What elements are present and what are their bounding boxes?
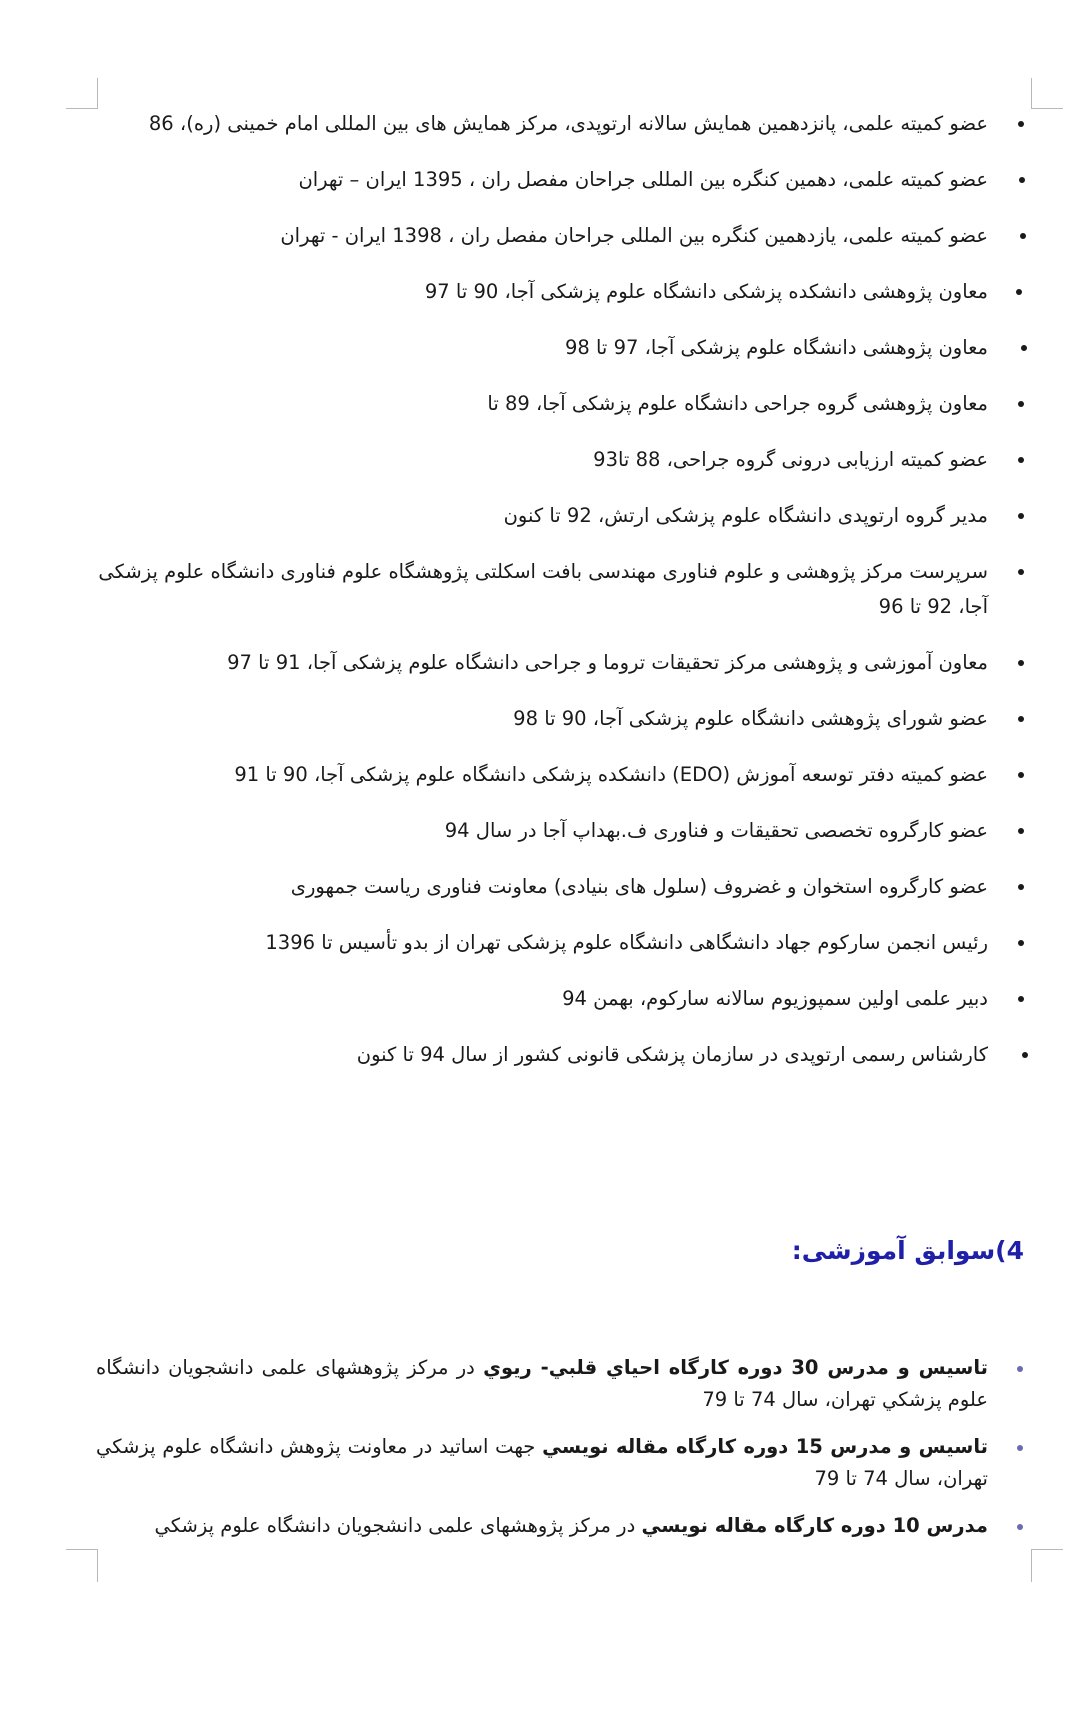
- crop-mark-top-right: [1031, 78, 1063, 109]
- bullet-icon: [1018, 772, 1024, 778]
- list-item-text: عضو کارگروه تخصصی تحقیقات و فناوری ف.بهداپ آجا در سال 94: [444, 819, 988, 842]
- bullet-icon: [1018, 121, 1024, 127]
- bullet-icon: [1017, 1445, 1023, 1451]
- bullet-icon: [1020, 233, 1026, 239]
- bullet-icon: [1018, 996, 1024, 1002]
- bullet-icon: [1018, 940, 1024, 946]
- list-item-text: کارشناس رسمی ارتوپدی در سازمان پزشکی قانونی کشور از سال 94 تا کنون: [356, 1043, 988, 1066]
- bullet-icon: [1018, 513, 1024, 519]
- list-item: [96, 330, 996, 365]
- list-item: [96, 645, 996, 680]
- list-item-text: مدیر گروه ارتوپدی دانشگاه علوم پزشکی ارتش، 92 تا کنون: [503, 504, 988, 527]
- list-item: [96, 274, 996, 309]
- list-item-text: معاون پژوهشی دانشگاه علوم پزشکی آجا، 97 تا 98: [564, 336, 988, 359]
- list-item: [96, 218, 996, 253]
- teaching-list: [96, 1352, 996, 1542]
- list-item-text: جهت اساتید در معاونت پژوهش دانشگاه علوم پزشكي تهران، سال 74 تا 79: [96, 1435, 988, 1490]
- list-item: [96, 701, 996, 736]
- list-item-text: معاون آموزشی و پژوهشی مرکز تحقیقات تروما و جراحی دانشگاه علوم پزشکی آجا، 91 تا 97: [227, 651, 988, 674]
- list-item-text: عضو کمیته علمی، دهمین کنگره بین المللی جراحان مفصل ران ، 1395 ایران – تهران: [298, 168, 988, 191]
- list-item-text: عضو کارگروه استخوان و غضروف (سلول های بنیادی) معاونت فناوری ریاست جمهوری: [290, 875, 988, 898]
- bullet-icon: [1018, 569, 1024, 575]
- list-item-text: در مرکز پژوهشهای علمی دانشجویان دانشگاه علوم پزشكي تهران، سال 74 تا 79: [96, 1356, 988, 1411]
- bullet-icon: [1016, 289, 1022, 295]
- list-item: [96, 1510, 996, 1542]
- bullet-icon: [1018, 457, 1024, 463]
- list-item: [96, 554, 996, 624]
- list-item-text: سرپرست مرکز پژوهشی و علوم فناوری مهندسی بافت اسکلتی پژوهشگاه علوم فناوری دانشگاه علوم پزشکی آجا، 92 تا 96: [98, 560, 988, 618]
- list-item: [96, 106, 996, 141]
- list-item-text: عضو کمیته دفتر توسعه آموزش (EDO) دانشکده پزشکی دانشگاه علوم پزشکی آجا، 90 تا 91: [234, 763, 988, 786]
- list-item-text: عضو کمیته علمی، پانزدهمین همایش سالانه ارتوپدی، مرکز همایش های بین المللی امام خمینی (ره)، 86: [148, 112, 988, 135]
- bullet-icon: [1018, 828, 1024, 834]
- list-item-bold-text: تاسيس و مدرس 15 دوره كارگاه مقاله نويسي: [542, 1435, 988, 1458]
- list-item-text: دبیر علمی اولین سمپوزیوم سالانه سارکوم، بهمن 94: [562, 987, 988, 1010]
- crop-mark-top-left: [66, 78, 98, 109]
- bullet-icon: [1019, 177, 1025, 183]
- list-item: [96, 162, 996, 197]
- list-item-text: عضو کمیته علمی، یازدهمین کنگره بین المللی جراحان مفصل ران ، 1398 ایران - تهران: [280, 224, 988, 247]
- positions-list: [96, 106, 996, 1072]
- bullet-icon: [1017, 1524, 1023, 1530]
- list-item-text: در مرکز پژوهشهای علمی دانشجویان دانشگاه علوم پزشكي: [154, 1514, 642, 1537]
- section-heading: 4)سوابق آموزشی:: [791, 1236, 1024, 1265]
- list-item: [96, 442, 996, 477]
- list-item: [96, 498, 996, 533]
- bullet-icon: [1022, 1052, 1028, 1058]
- list-item-bold-text: تاسيس و مدرس 30 دوره كارگاه احياي قلبي- ريوي: [483, 1356, 988, 1379]
- list-item-text: عضو کمیته ارزیابی درونی گروه جراحی، 88 تا93: [593, 448, 988, 471]
- list-item: [96, 386, 996, 421]
- bullet-icon: [1021, 345, 1027, 351]
- list-item: [96, 813, 996, 848]
- list-item: [96, 1431, 996, 1495]
- crop-mark-bottom-left: [66, 1549, 98, 1582]
- list-item-bold-text: مدرس 10 دوره كارگاه مقاله نويسي: [641, 1514, 988, 1537]
- list-item-text: معاون پژوهشی دانشکده پزشکی دانشگاه علوم پزشکی آجا، 90 تا 97: [424, 280, 988, 303]
- bullet-icon: [1018, 401, 1024, 407]
- list-item-text: عضو شورای پژوهشی دانشگاه علوم پزشکی آجا، 90 تا 98: [513, 707, 988, 730]
- bullet-icon: [1017, 1366, 1023, 1372]
- bullet-icon: [1018, 716, 1024, 722]
- list-item: [96, 1037, 996, 1072]
- list-item: [96, 757, 996, 792]
- bullet-icon: [1018, 884, 1024, 890]
- list-item-text: معاون پژوهشی گروه جراحی دانشگاه علوم پزشکی آجا، 89 تا: [487, 392, 988, 415]
- list-item: [96, 869, 996, 904]
- list-item: [96, 925, 996, 960]
- list-item-text: رئیس انجمن سارکوم جهاد دانشگاهی دانشگاه علوم پزشکی تهران از بدو تأسیس تا 1396: [265, 931, 988, 954]
- crop-mark-bottom-right: [1031, 1549, 1063, 1582]
- list-item: [96, 981, 996, 1016]
- list-item: [96, 1352, 996, 1416]
- bullet-icon: [1018, 660, 1024, 666]
